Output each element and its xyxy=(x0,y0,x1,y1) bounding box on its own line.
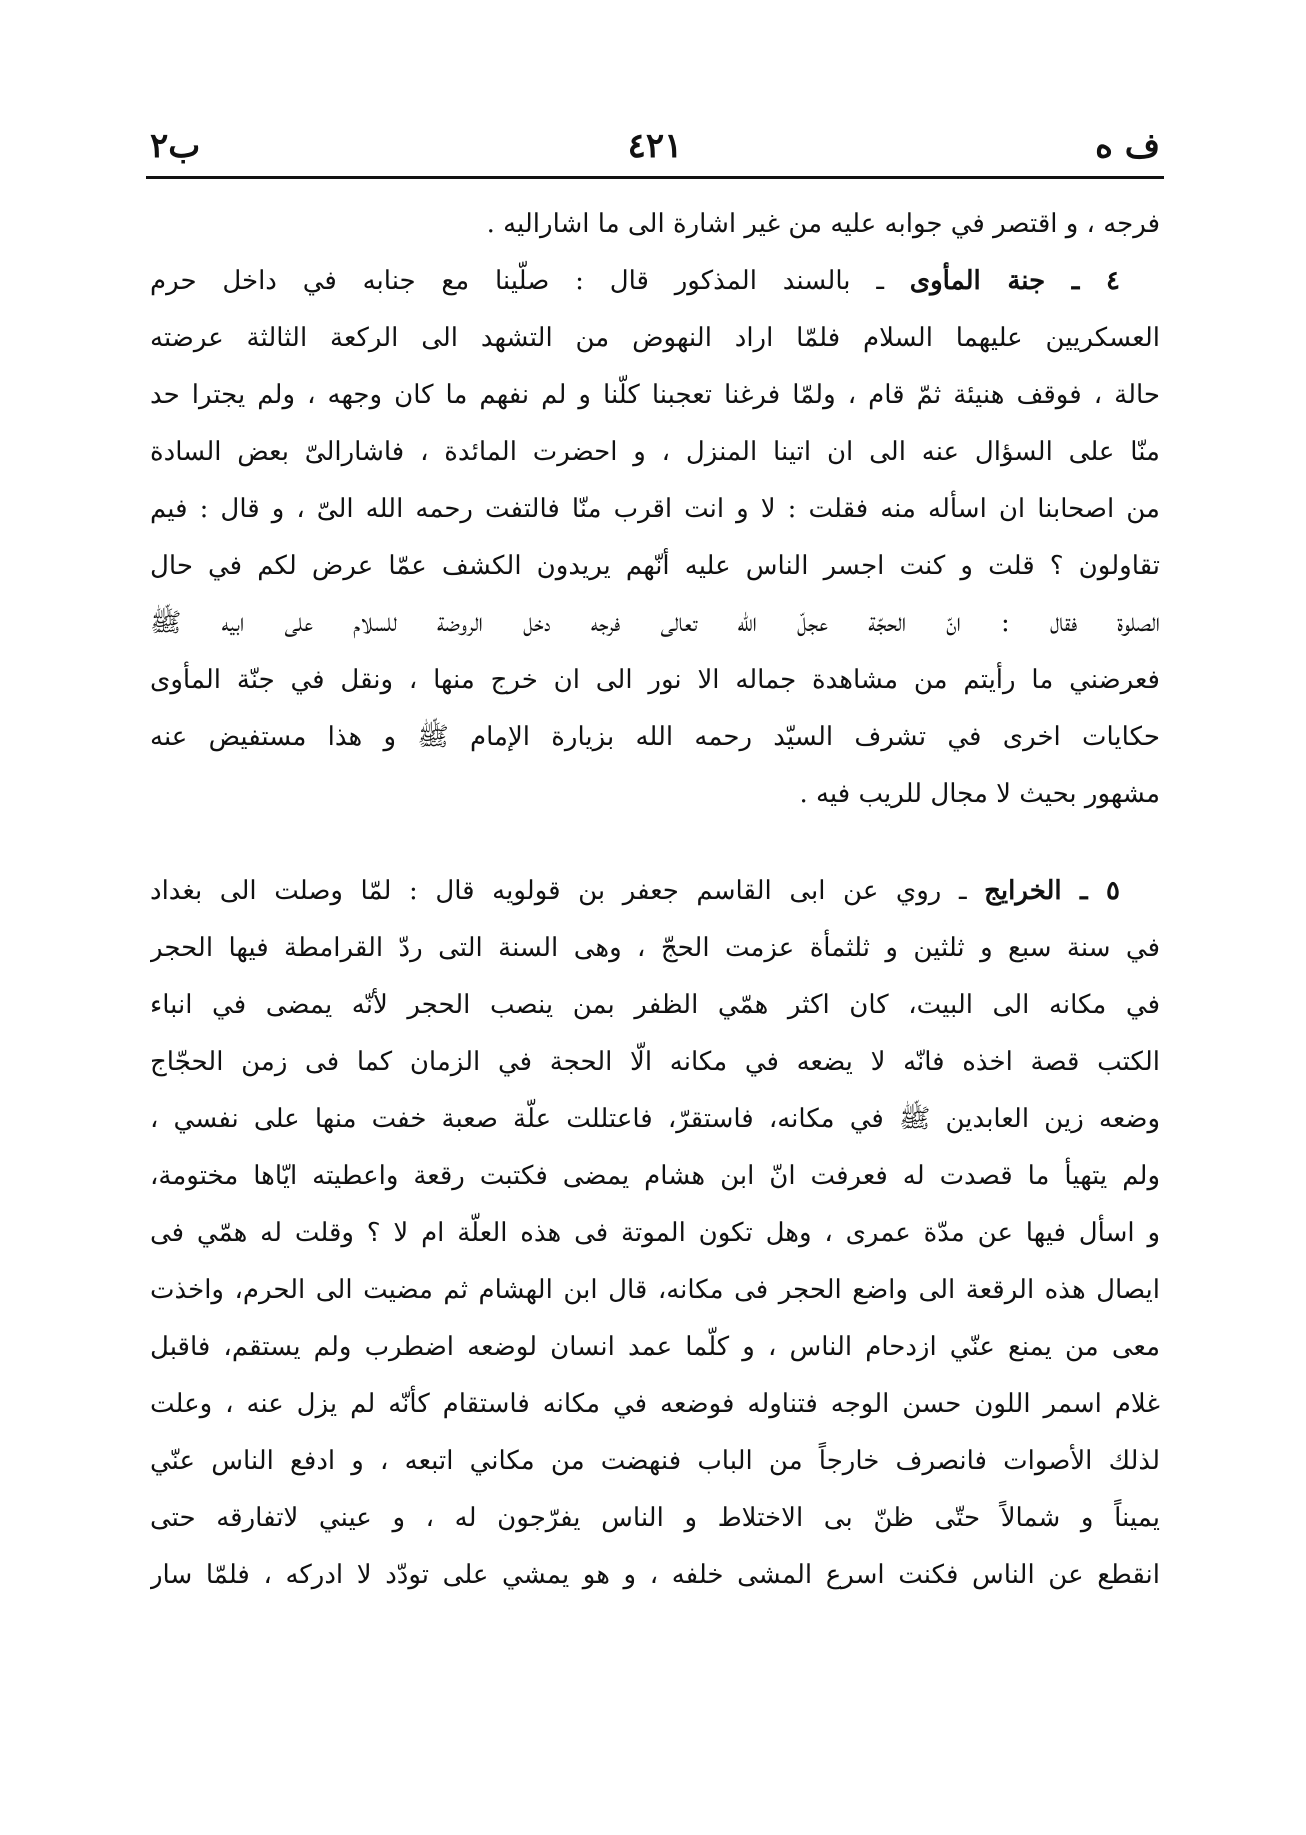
text-line: الصلوة فقال : انّ الحجّة عجلّ الله تعالى فرجه دخل الروضة للسلام على ابيه ﷺ xyxy=(150,608,1160,638)
text-line: حكايات اخرى في تشرف السيّد رحمه الله بزيارة الإمام ﷺ و هذا مستفيض عنه xyxy=(150,722,1160,752)
text-line xyxy=(150,863,1160,920)
page-number: ٤٢١ xyxy=(627,126,683,166)
page-body xyxy=(150,196,1160,1604)
text-line: مشهور بحيث لا مجال للريب فيه . xyxy=(799,779,1160,809)
paragraph-gap xyxy=(150,823,1160,863)
section-label: ب٢ xyxy=(150,126,201,166)
section-heading-al-kharaij: ٥ ـ الخرايج xyxy=(984,876,1120,906)
text-line: فرجه ، و اقتصر في جوابه عليه من غير اشارة الى ما اشاراليه . xyxy=(486,209,1160,239)
section-heading-jannat-al-mawa: ٤ ـ جنة المأوى xyxy=(909,266,1120,296)
text-line: في مكانه الى البيت، كان اكثر همّي الظفر بمن ينصب الحجر لأنّه يمضى في انباء xyxy=(150,990,1160,1020)
text-line: حالة ، فوقف هنيئة ثمّ قام ، ولمّا فرغنا تعجبنا كلّنا و لم نفهم ما كان وجهه ، ولم يجترا حد xyxy=(150,380,1160,410)
text-line-continuation: ـ روي عن ابى القاسم جعفر بن قولويه قال : لمّا وصلت الى بغداد xyxy=(150,876,967,906)
text-line: العسكريين عليهما السلام فلمّا اراد النهوض من التشهد الى الركعة الثالثة عرضته xyxy=(150,323,1160,353)
text-line: منّا على السؤال عنه الى ان اتينا المنزل ، و احضرت المائدة ، فاشارالىّ بعض السادة xyxy=(150,437,1160,467)
text-line: لذلك الأصوات فانصرف خارجاً من الباب فنهضت من مكاني اتبعه ، و ادفع الناس عنّي xyxy=(150,1446,1160,1476)
text-line: يميناً و شمالاً حتّى ظنّ بى الاختلاط و الناس يفرّجون له ، و عيني لاتفارقه حتى xyxy=(150,1503,1160,1533)
text-line: وضعه زين العابدين ﷺ في مكانه، فاستقرّ، فاعتللت علّة صعبة خفت منها على نفسي ، xyxy=(150,1104,1160,1134)
text-line: تقاولون ؟ قلت و كنت اجسر الناس عليه أنّهم يريدون الكشف عمّا عرض لكم في حال xyxy=(150,551,1160,581)
header-rule xyxy=(146,176,1164,179)
chapter-label: ف ه xyxy=(1095,126,1160,166)
page-header xyxy=(150,118,1160,174)
paragraph-1 xyxy=(150,196,1160,253)
text-line: و اسأل فيها عن مدّة عمرى ، وهل تكون الموتة فى هذه العلّة ام لا ؟ وقلت له همّي فى xyxy=(150,1218,1160,1248)
paragraph-2 xyxy=(150,253,1160,823)
text-line: في سنة سبع و ثلثين و ثلثمأة عزمت الحجّ ، وهى السنة التى ردّ القرامطة فيها الحجر xyxy=(150,933,1160,963)
text-line: انقطع عن الناس فكنت اسرع المشى خلفه ، و هو يمشي على تودّد لا ادركه ، فلمّا سار xyxy=(150,1560,1160,1590)
text-line: من اصحابنا ان اسأله منه فقلت : لا و انت اقرب منّا فالتفت رحمه الله الىّ ، و قال : فيم xyxy=(150,494,1160,524)
paragraph-3 xyxy=(150,863,1160,1604)
text-line: ولم يتهيأ ما قصدت له فعرفت انّ ابن هشام يمضى فكتبت رقعة واعطيته ايّاها مختومة، xyxy=(150,1161,1160,1191)
text-line-continuation: ـ بالسند المذكور قال : صلّينا مع جنابه في داخل حرم xyxy=(150,266,884,296)
text-line: غلام اسمر اللون حسن الوجه فتناوله فوضعه في مكانه فاستقام كأنّه لم يزل عنه ، وعلت xyxy=(150,1389,1160,1419)
text-line: معى من يمنع عنّي ازدحام الناس ، و كلّما عمد انسان لوضعه اضطرب ولم يستقم، فاقبل xyxy=(150,1332,1160,1362)
text-line: الكتب قصة اخذه فانّه لا يضعه في مكانه الّا الحجة في الزمان كما فى زمن الحجّاج xyxy=(150,1047,1160,1077)
text-line: ايصال هذه الرقعة الى واضع الحجر فى مكانه، قال ابن الهشام ثم مضيت الى الحرم، واخذت xyxy=(150,1275,1160,1305)
text-line xyxy=(150,253,1160,310)
text-line: فعرضني ما رأيتم من مشاهدة جماله الا نور الى ان خرج منها ، ونقل في جنّة المأوى xyxy=(150,665,1160,695)
